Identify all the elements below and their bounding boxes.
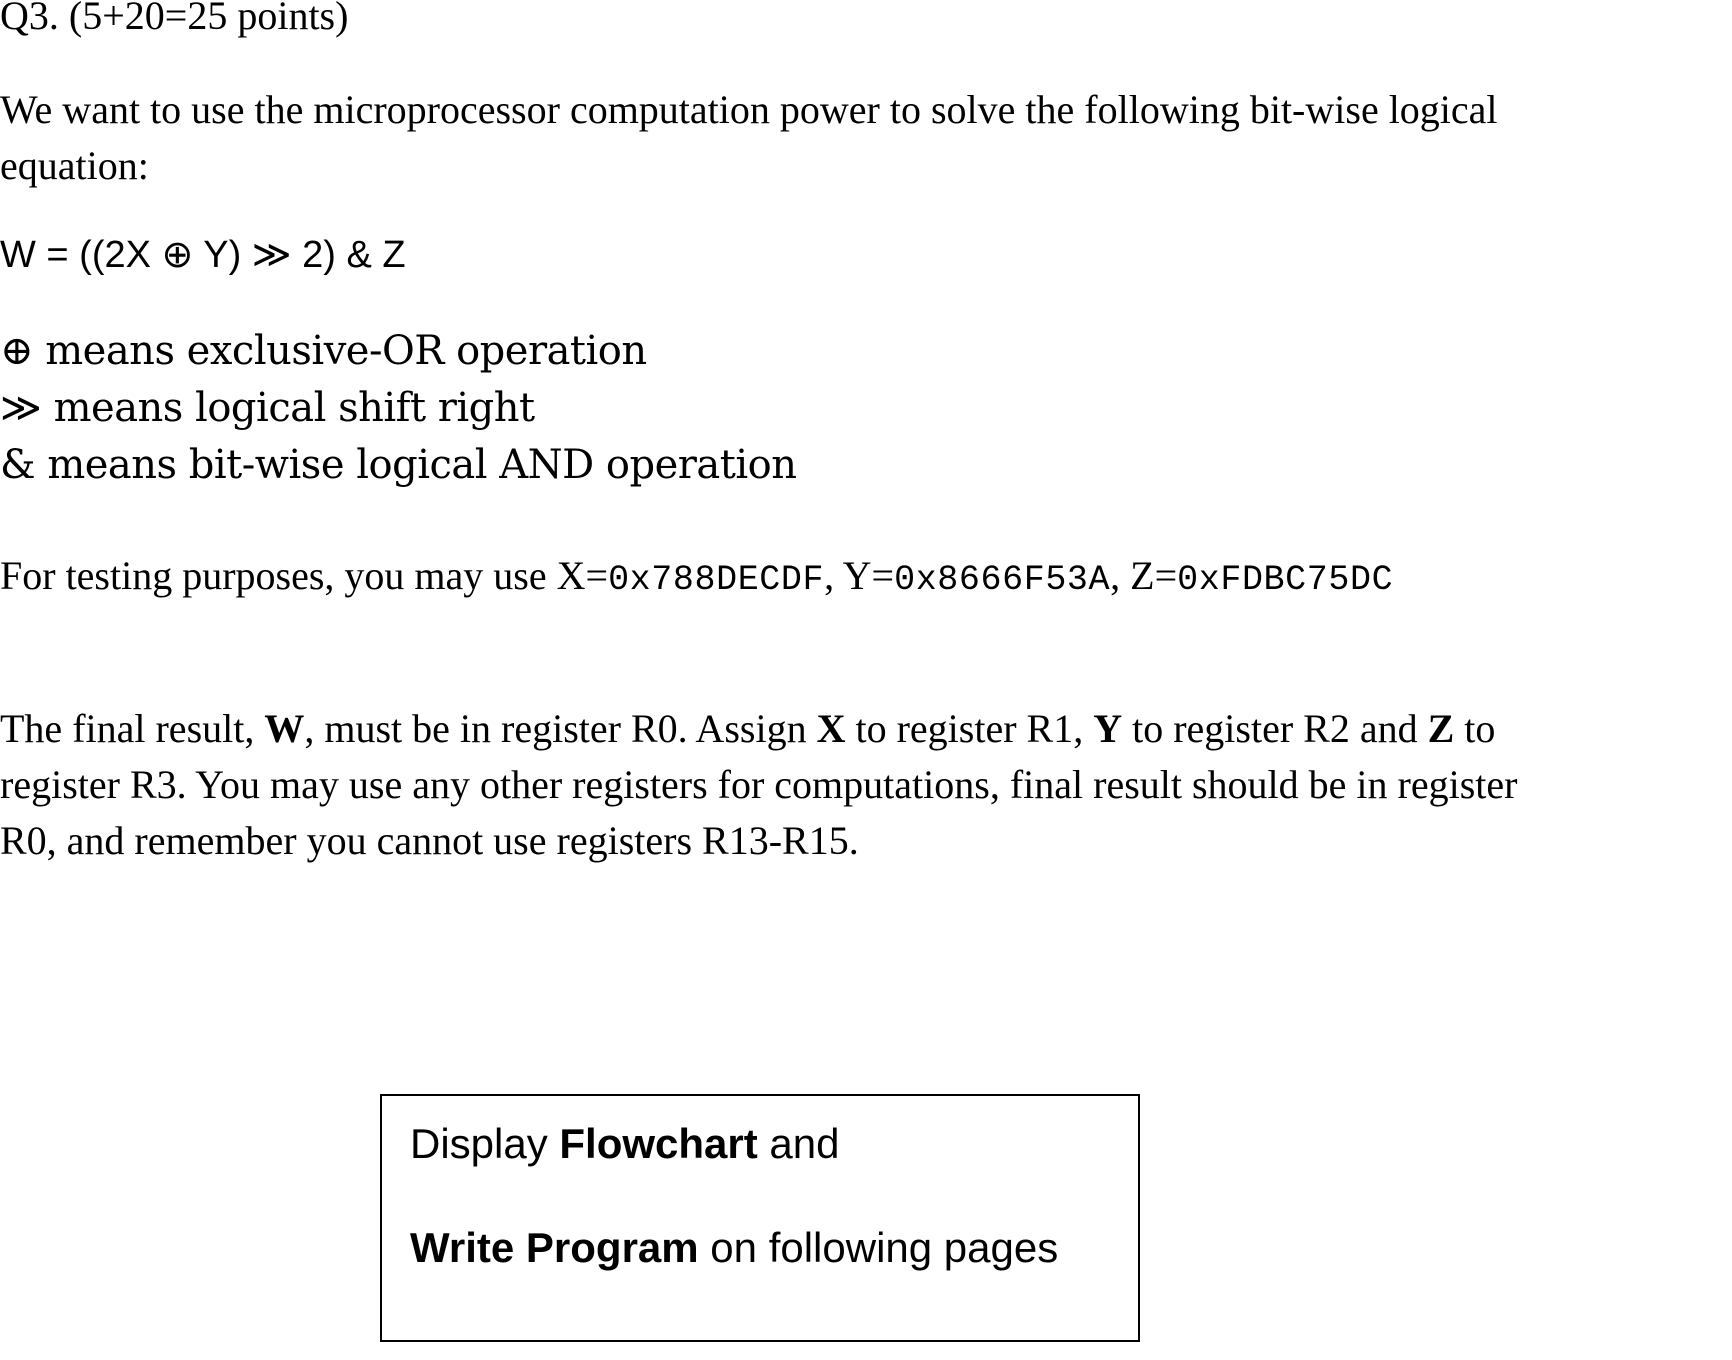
bold-z: Z [1427, 706, 1455, 751]
intro-line-2: equation: [0, 143, 149, 188]
text-run: to [1454, 706, 1496, 751]
y-label: Y= [842, 553, 895, 598]
instructions-paragraph [0, 701, 1517, 869]
instructions-line-2: register R3. You may use any other registers for computations, final result should be in register [0, 762, 1518, 807]
x-value: 0x788DECDF [608, 560, 825, 600]
equation: W = ((2X ⊕ Y) ≫ 2) & Z [0, 234, 406, 276]
y-value: 0x8666F53A [894, 560, 1111, 600]
operator-legend [0, 323, 796, 494]
callout-line-1 [410, 1120, 840, 1168]
text-run: to register R2 and [1122, 706, 1428, 751]
legend-and: & means bit-wise logical AND operation [0, 442, 797, 488]
bold-flowchart: Flowchart [559, 1120, 758, 1167]
bold-x: X [816, 706, 846, 751]
bold-w: W [264, 706, 305, 751]
text-run: , must be in register R0. Assign [304, 706, 817, 751]
intro-paragraph [0, 82, 1498, 194]
text-run: The final result, [0, 706, 265, 751]
question-heading: Q3. (5+20=25 points) [0, 0, 349, 38]
separator: , [824, 553, 843, 598]
text-run: and [757, 1120, 840, 1167]
text-run: Display [410, 1120, 560, 1167]
legend-xor: ⊕ means exclusive-OR operation [0, 328, 647, 374]
x-label: X= [556, 553, 609, 598]
z-label: Z= [1130, 553, 1178, 598]
testing-values [0, 552, 1393, 604]
bold-y: Y [1093, 706, 1123, 751]
text-run: to register R1, [845, 706, 1094, 751]
callout-line-2 [410, 1224, 1058, 1272]
instructions-line-1 [0, 701, 1517, 757]
instructions-line-3: R0, and remember you cannot use registers R13-R15. [0, 818, 859, 863]
testing-prefix: For testing purposes, you may use [0, 553, 557, 598]
legend-shift-right: ≫ means logical shift right [0, 385, 535, 431]
separator: , [1110, 553, 1131, 598]
intro-line-1: We want to use the microprocessor computation power to solve the following bit-wise logical [0, 87, 1498, 132]
task-callout-box [380, 1094, 1140, 1342]
bold-write-program: Write Program [410, 1224, 699, 1271]
text-run: on following pages [698, 1224, 1059, 1271]
z-value: 0xFDBC75DC [1177, 560, 1394, 600]
